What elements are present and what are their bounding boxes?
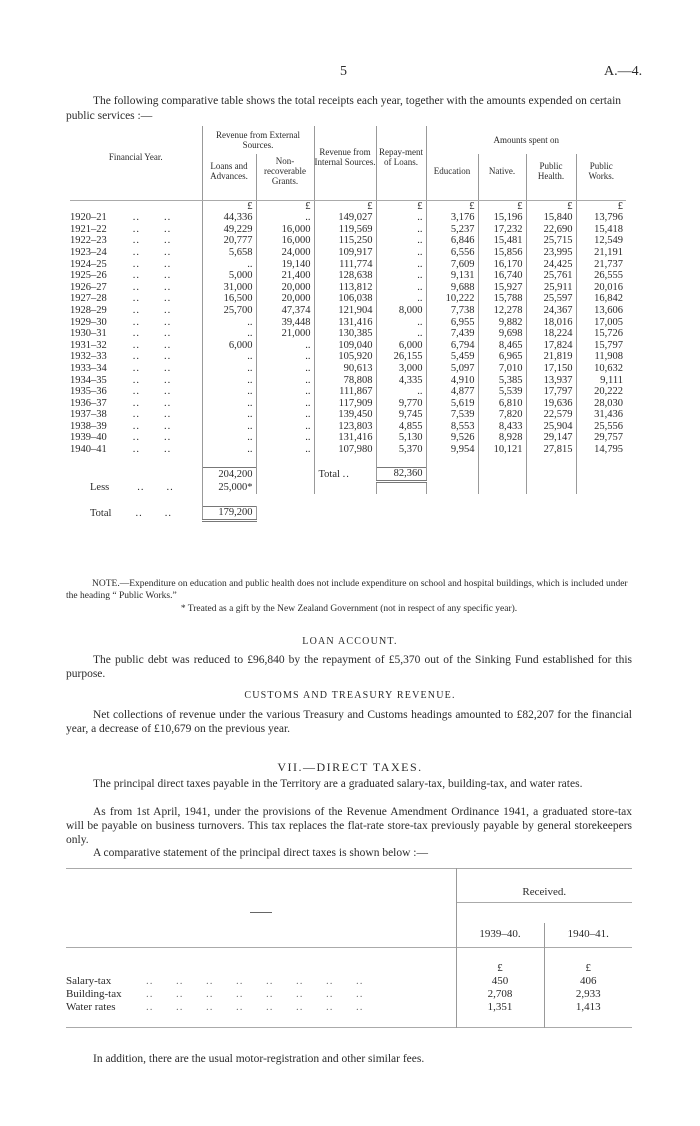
customs-heading: CUSTOMS AND TREASURY REVENUE. [244, 690, 456, 701]
cell-year: 1931–32 .. .. [70, 339, 172, 351]
cell-native: 12,278 [478, 305, 526, 317]
cell-internal: 117,909 [314, 398, 376, 410]
cell-loans: .. [202, 317, 256, 329]
year-label: 1934–35 [70, 374, 107, 386]
cell-loans: £ [202, 200, 256, 212]
table-row [70, 293, 626, 305]
direct-taxes-body [66, 975, 632, 1014]
table-note: NOTE.—Expenditure on education and public health does not include expenditure on school and hospital buildings, which is included under the heading “ Public Works.” [66, 579, 628, 601]
cell-year: 1929–30 .. .. [70, 316, 172, 328]
receipts-table-body [70, 200, 626, 456]
cell-loans: .. [202, 328, 256, 340]
cell-loans: 6,000 [202, 340, 256, 352]
cell-internal: 111,774 [314, 259, 376, 271]
cell-health: 13,937 [526, 375, 576, 387]
tax-label-cell: Water rates .. .. .. .. .. .. .. .. [66, 1000, 364, 1013]
cell-loans: .. [202, 363, 256, 375]
closing-paragraph: In addition, there are the usual motor-registration and other similar fees. [93, 1053, 425, 1065]
cell-repayment: 4,335 [376, 375, 426, 387]
cell-grants: .. [256, 340, 314, 352]
cell-health: 25,904 [526, 421, 576, 433]
year-label: 1924–25 [70, 258, 107, 270]
cell-grants: 47,374 [256, 305, 314, 317]
document-reference: A.—4. [604, 64, 643, 79]
cell-health: 24,367 [526, 305, 576, 317]
value-1940-41: 2,933 [544, 988, 632, 1001]
cell-works: 14,795 [576, 444, 626, 456]
less-row-label: Less .. .. [90, 482, 174, 494]
cell-native: 16,170 [478, 259, 526, 271]
table-row [70, 317, 626, 329]
cell-education: 5,459 [426, 351, 478, 363]
cell-year: 1930–31 .. .. [70, 328, 172, 340]
cell-health: 21,819 [526, 351, 576, 363]
cell-repayment: 26,155 [376, 351, 426, 363]
table-row [70, 409, 626, 421]
cell-works: 26,555 [576, 270, 626, 282]
cell-grants: 24,000 [256, 247, 314, 259]
cell-education: 6,846 [426, 235, 478, 247]
cell-repayment: .. [376, 328, 426, 340]
cell-health: 22,690 [526, 224, 576, 236]
cell-grants: 19,140 [256, 259, 314, 271]
table-row [70, 340, 626, 352]
year-label: 1922–23 [70, 235, 107, 247]
cell-year: 1927–28 .. .. [70, 293, 172, 305]
cell-repayment: .. [376, 282, 426, 294]
total-label: Total .. [314, 468, 376, 482]
cell-grants: 16,000 [256, 235, 314, 247]
table-row [70, 282, 626, 294]
cell-grants: 39,448 [256, 317, 314, 329]
cell-works: 21,191 [576, 247, 626, 259]
cell-education: 6,556 [426, 247, 478, 259]
cell-internal: 109,917 [314, 247, 376, 259]
tax-label-cell: Building-tax .. .. .. .. .. .. .. .. [66, 987, 364, 1000]
header-amounts-spent: Amounts spent on [426, 126, 626, 154]
cell-works: 29,757 [576, 432, 626, 444]
cell-grants: .. [256, 375, 314, 387]
cell-education: 6,794 [426, 340, 478, 352]
cell-education: 5,097 [426, 363, 478, 375]
cell-year: 1939–40 .. .. [70, 432, 172, 444]
cell-education: 3,176 [426, 212, 478, 224]
cell-grants: £ [256, 200, 314, 212]
cell-grants: .. [256, 409, 314, 421]
cell-native: 15,856 [478, 247, 526, 259]
year-1940-41-header: 1940–41. [544, 923, 632, 948]
cell-works: 15,418 [576, 224, 626, 236]
cell-year: 1937–38 .. .. [70, 409, 172, 421]
cell-internal: 105,920 [314, 351, 376, 363]
cell-year: 1940–41 .. .. [70, 444, 172, 456]
cell-grants: 21,400 [256, 270, 314, 282]
cell-repayment: .. [376, 235, 426, 247]
tax-row [66, 1001, 632, 1014]
cell-repayment: .. [376, 224, 426, 236]
cell-health: 18,224 [526, 328, 576, 340]
table-row [70, 224, 626, 236]
cell-works: £ [576, 200, 626, 212]
cell-works: 20,016 [576, 282, 626, 294]
cell-internal: 149,027 [314, 212, 376, 224]
cell-loans: 5,658 [202, 247, 256, 259]
cell-grants: 16,000 [256, 224, 314, 236]
cell-internal: 90,613 [314, 363, 376, 375]
cell-year [70, 200, 202, 212]
cell-education: 10,222 [426, 293, 478, 305]
table-row [70, 328, 626, 340]
year-label: 1923–24 [70, 246, 107, 258]
cell-works: 10,632 [576, 363, 626, 375]
year-label: 1925–26 [70, 270, 107, 282]
cell-education: 6,955 [426, 317, 478, 329]
cell-repayment: 6,000 [376, 340, 426, 352]
year-label: 1927–28 [70, 293, 107, 305]
cell-year: 1923–24 .. .. [70, 246, 172, 258]
currency-1939: £ [456, 962, 544, 975]
cell-repayment: .. [376, 259, 426, 271]
year-label: 1929–30 [70, 316, 107, 328]
cell-health: 27,815 [526, 444, 576, 456]
cell-native: 15,927 [478, 282, 526, 294]
tax-name: Building-tax [66, 987, 122, 1000]
cell-year: 1934–35 .. .. [70, 374, 172, 386]
less-value: 25,000* [202, 481, 256, 494]
cell-internal: 139,450 [314, 409, 376, 421]
tax-row [66, 988, 632, 1001]
year-label: 1936–37 [70, 397, 107, 409]
cell-internal: 111,867 [314, 386, 376, 398]
year-label: 1931–32 [70, 339, 107, 351]
table-row [70, 212, 626, 224]
cell-year: 1924–25 .. .. [70, 258, 172, 270]
cell-repayment: 9,770 [376, 398, 426, 410]
cell-education: 5,619 [426, 398, 478, 410]
cell-loans: 5,000 [202, 270, 256, 282]
cell-repayment: 5,130 [376, 432, 426, 444]
cell-repayment: 4,855 [376, 421, 426, 433]
cell-grants: 21,000 [256, 328, 314, 340]
cell-works: 20,222 [576, 386, 626, 398]
cell-works: 13,606 [576, 305, 626, 317]
cell-year: 1921–22 .. .. [70, 223, 172, 235]
cell-education: 7,609 [426, 259, 478, 271]
cell-works: 31,436 [576, 409, 626, 421]
table-row [70, 259, 626, 271]
cell-education: 8,553 [426, 421, 478, 433]
cell-repayment: .. [376, 317, 426, 329]
cell-native: 5,385 [478, 375, 526, 387]
cell-loans: .. [202, 421, 256, 433]
cell-grants: .. [256, 363, 314, 375]
cell-year: 1922–23 .. .. [70, 235, 172, 247]
cell-education: £ [426, 200, 478, 212]
cell-year: 1933–34 .. .. [70, 362, 172, 374]
header-repayment: Repay-ment of Loans. [376, 126, 426, 188]
table-row [70, 363, 626, 375]
cell-health: £ [526, 200, 576, 212]
cell-internal: 113,812 [314, 282, 376, 294]
cell-health: 24,425 [526, 259, 576, 271]
table-row [70, 398, 626, 410]
header-revenue-internal: Revenue from Internal Sources. [314, 126, 376, 188]
cell-internal: 109,040 [314, 340, 376, 352]
customs-paragraph: Net collections of revenue under the various Treasury and Customs headings amounted to £82,207 for the financial year, a decrease of £10,679 on the previous year. [66, 709, 632, 735]
loans-subtotal: 204,200 [202, 468, 256, 482]
header-public-health: Public Health. [526, 154, 576, 188]
cell-internal: 78,808 [314, 375, 376, 387]
cell-grants: .. [256, 432, 314, 444]
year-label: 1932–33 [70, 351, 107, 363]
cell-grants: .. [256, 386, 314, 398]
cell-works: 16,842 [576, 293, 626, 305]
table-row [70, 351, 626, 363]
cell-year: 1926–27 .. .. [70, 281, 172, 293]
header-grants: Non-recoverable Grants. [256, 154, 314, 188]
cell-grants: .. [256, 444, 314, 456]
cell-health: 23,995 [526, 247, 576, 259]
header-revenue-external: Revenue from External Sources. [202, 126, 314, 154]
direct-taxes-paragraph-3: A comparative statement of the principal direct taxes is shown below :— [93, 847, 429, 859]
cell-repayment: £ [376, 200, 426, 212]
table-row [70, 432, 626, 444]
cell-repayment: .. [376, 212, 426, 224]
cell-education: 9,526 [426, 432, 478, 444]
value-1939-40: 2,708 [456, 988, 544, 1001]
cell-loans: 31,000 [202, 282, 256, 294]
cell-internal: 107,980 [314, 444, 376, 456]
cell-health: 18,016 [526, 317, 576, 329]
loan-account-paragraph: The public debt was reduced to £96,840 by the repayment of £5,370 out of the Sinking Fund established for this purpose. [66, 654, 632, 680]
year-label: 1920–21 [70, 212, 107, 224]
final-total-label: Total .. .. [90, 507, 172, 519]
value-1940-41: 1,413 [544, 1001, 632, 1014]
cell-loans: .. [202, 351, 256, 363]
received-header: Received. [456, 882, 632, 903]
cell-year: 1936–37 .. .. [70, 397, 172, 409]
section-heading-direct-taxes: VII.—DIRECT TAXES. [277, 760, 423, 774]
cell-internal: £ [314, 200, 376, 212]
year-label: 1938–39 [70, 420, 107, 432]
cell-year: 1932–33 .. .. [70, 351, 172, 363]
receipts-expenditure-table [70, 126, 626, 522]
cell-loans: 44,336 [202, 212, 256, 224]
cell-grants: 20,000 [256, 282, 314, 294]
year-label: 1926–27 [70, 281, 107, 293]
cell-native: 6,965 [478, 351, 526, 363]
cell-native: 10,121 [478, 444, 526, 456]
cell-works: 25,556 [576, 421, 626, 433]
cell-works: 21,737 [576, 259, 626, 271]
cell-works: 13,796 [576, 212, 626, 224]
cell-grants: .. [256, 351, 314, 363]
cell-year: 1935–36 .. .. [70, 386, 172, 398]
cell-health: 25,761 [526, 270, 576, 282]
cell-internal: 131,416 [314, 317, 376, 329]
year-label: 1939–40 [70, 432, 107, 444]
cell-internal: 130,385 [314, 328, 376, 340]
cell-native: 7,820 [478, 409, 526, 421]
cell-education: 7,539 [426, 409, 478, 421]
cell-health: 17,150 [526, 363, 576, 375]
cell-native: 9,698 [478, 328, 526, 340]
cell-works: 28,030 [576, 398, 626, 410]
currency-1940: £ [544, 962, 632, 975]
cell-native: 9,882 [478, 317, 526, 329]
cell-year: 1925–26 .. .. [70, 270, 172, 282]
cell-education: 4,877 [426, 386, 478, 398]
cell-native: 5,539 [478, 386, 526, 398]
cell-native: 15,481 [478, 235, 526, 247]
cell-internal: 115,250 [314, 235, 376, 247]
cell-health: 29,147 [526, 432, 576, 444]
cell-loans: .. [202, 432, 256, 444]
year-label: 1935–36 [70, 386, 107, 398]
cell-education: 9,131 [426, 270, 478, 282]
cell-internal: 121,904 [314, 305, 376, 317]
year-label: 1930–31 [70, 328, 107, 340]
cell-works: 15,726 [576, 328, 626, 340]
value-1940-41: 406 [544, 975, 632, 988]
cell-native: 16,740 [478, 270, 526, 282]
loan-account-heading: LOAN ACCOUNT. [302, 636, 398, 647]
cell-health: 19,636 [526, 398, 576, 410]
cell-works: 15,797 [576, 340, 626, 352]
cell-year: 1928–29 .. .. [70, 304, 172, 316]
cell-works: 17,005 [576, 317, 626, 329]
cell-health: 17,824 [526, 340, 576, 352]
cell-native: 15,788 [478, 293, 526, 305]
cell-education: 9,954 [426, 444, 478, 456]
year-label: 1937–38 [70, 409, 107, 421]
cell-loans: 49,229 [202, 224, 256, 236]
cell-works: 9,111 [576, 375, 626, 387]
cell-repayment: .. [376, 293, 426, 305]
cell-repayment: .. [376, 386, 426, 398]
cell-loans: .. [202, 409, 256, 421]
year-label: 1933–34 [70, 362, 107, 374]
cell-native: 6,810 [478, 398, 526, 410]
currency-row [70, 200, 626, 212]
footnote: * Treated as a gift by the New Zealand Government (not in respect of any specific year). [180, 604, 518, 614]
cell-native: 15,196 [478, 212, 526, 224]
cell-health: 25,715 [526, 235, 576, 247]
table-row [70, 386, 626, 398]
table-row [70, 247, 626, 259]
cell-repayment: .. [376, 270, 426, 282]
cell-education: 7,439 [426, 328, 478, 340]
repayment-total: 82,360 [376, 468, 426, 482]
cell-native: £ [478, 200, 526, 212]
cell-loans: .. [202, 259, 256, 271]
page-number: 5 [340, 64, 347, 79]
year-label: 1940–41 [70, 444, 107, 456]
cell-loans: 20,777 [202, 235, 256, 247]
cell-grants: .. [256, 421, 314, 433]
table-row [70, 421, 626, 433]
value-1939-40: 450 [456, 975, 544, 988]
header-education: Education [426, 154, 478, 188]
cell-health: 25,597 [526, 293, 576, 305]
direct-taxes-paragraph-1: The principal direct taxes payable in the Territory are a graduated salary-tax, building-tax, and water rates. [93, 778, 583, 790]
cell-grants: .. [256, 212, 314, 224]
cell-native: 8,928 [478, 432, 526, 444]
cell-grants: .. [256, 398, 314, 410]
cell-repayment: 8,000 [376, 305, 426, 317]
cell-loans: .. [202, 375, 256, 387]
cell-year: 1920–21 .. .. [70, 212, 172, 224]
table-row [70, 305, 626, 317]
cell-loans: .. [202, 386, 256, 398]
header-financial-year: Financial Year. [108, 152, 163, 162]
direct-taxes-paragraph-2: As from 1st April, 1941, under the provisions of the Revenue Amendment Ordinance 1941, a graduated store-tax will be payable on business turnovers. This tax replaces the flat-rate store-tax previously payable by general storekeepers only. [66, 806, 632, 846]
table-row [70, 444, 626, 456]
cell-repayment: 5,370 [376, 444, 426, 456]
cell-internal: 131,416 [314, 432, 376, 444]
value-1939-40: 1,351 [456, 1001, 544, 1014]
cell-internal: 106,038 [314, 293, 376, 305]
cell-education: 7,738 [426, 305, 478, 317]
cell-native: 8,465 [478, 340, 526, 352]
cell-loans: .. [202, 444, 256, 456]
cell-internal: 123,803 [314, 421, 376, 433]
cell-health: 15,840 [526, 212, 576, 224]
tax-name: Salary-tax [66, 974, 112, 987]
cell-native: 7,010 [478, 363, 526, 375]
cell-internal: 128,638 [314, 270, 376, 282]
cell-native: 17,232 [478, 224, 526, 236]
table-row [70, 375, 626, 387]
cell-internal: 119,569 [314, 224, 376, 236]
cell-health: 25,911 [526, 282, 576, 294]
cell-education: 5,237 [426, 224, 478, 236]
table-row [70, 235, 626, 247]
tax-name: Water rates [66, 1000, 116, 1013]
cell-loans: .. [202, 398, 256, 410]
tax-row [66, 975, 632, 988]
cell-grants: 20,000 [256, 293, 314, 305]
cell-repayment: .. [376, 247, 426, 259]
header-native: Native. [478, 154, 526, 188]
cell-education: 4,910 [426, 375, 478, 387]
cell-loans: 25,700 [202, 305, 256, 317]
direct-taxes-table [66, 868, 632, 1028]
tax-label-cell: Salary-tax .. .. .. .. .. .. .. .. [66, 974, 364, 987]
table-row [70, 270, 626, 282]
cell-year: 1938–39 .. .. [70, 420, 172, 432]
cell-works: 12,549 [576, 235, 626, 247]
cell-health: 22,579 [526, 409, 576, 421]
cell-health: 17,797 [526, 386, 576, 398]
header-public-works: Public Works. [576, 154, 626, 188]
year-label: 1928–29 [70, 304, 107, 316]
header-loans: Loans and Advances. [202, 154, 256, 188]
year-1939-40-header: 1939–40. [456, 923, 544, 948]
cell-repayment: 3,000 [376, 363, 426, 375]
cell-education: 9,688 [426, 282, 478, 294]
cell-native: 8,433 [478, 421, 526, 433]
cell-loans: 16,500 [202, 293, 256, 305]
intro-paragraph: The following comparative table shows the total receipts each year, together with the amounts expended on certain public services :— [66, 95, 622, 122]
cell-repayment: 9,745 [376, 409, 426, 421]
year-label: 1921–22 [70, 223, 107, 235]
final-total-value: 179,200 [202, 507, 256, 521]
cell-works: 11,908 [576, 351, 626, 363]
